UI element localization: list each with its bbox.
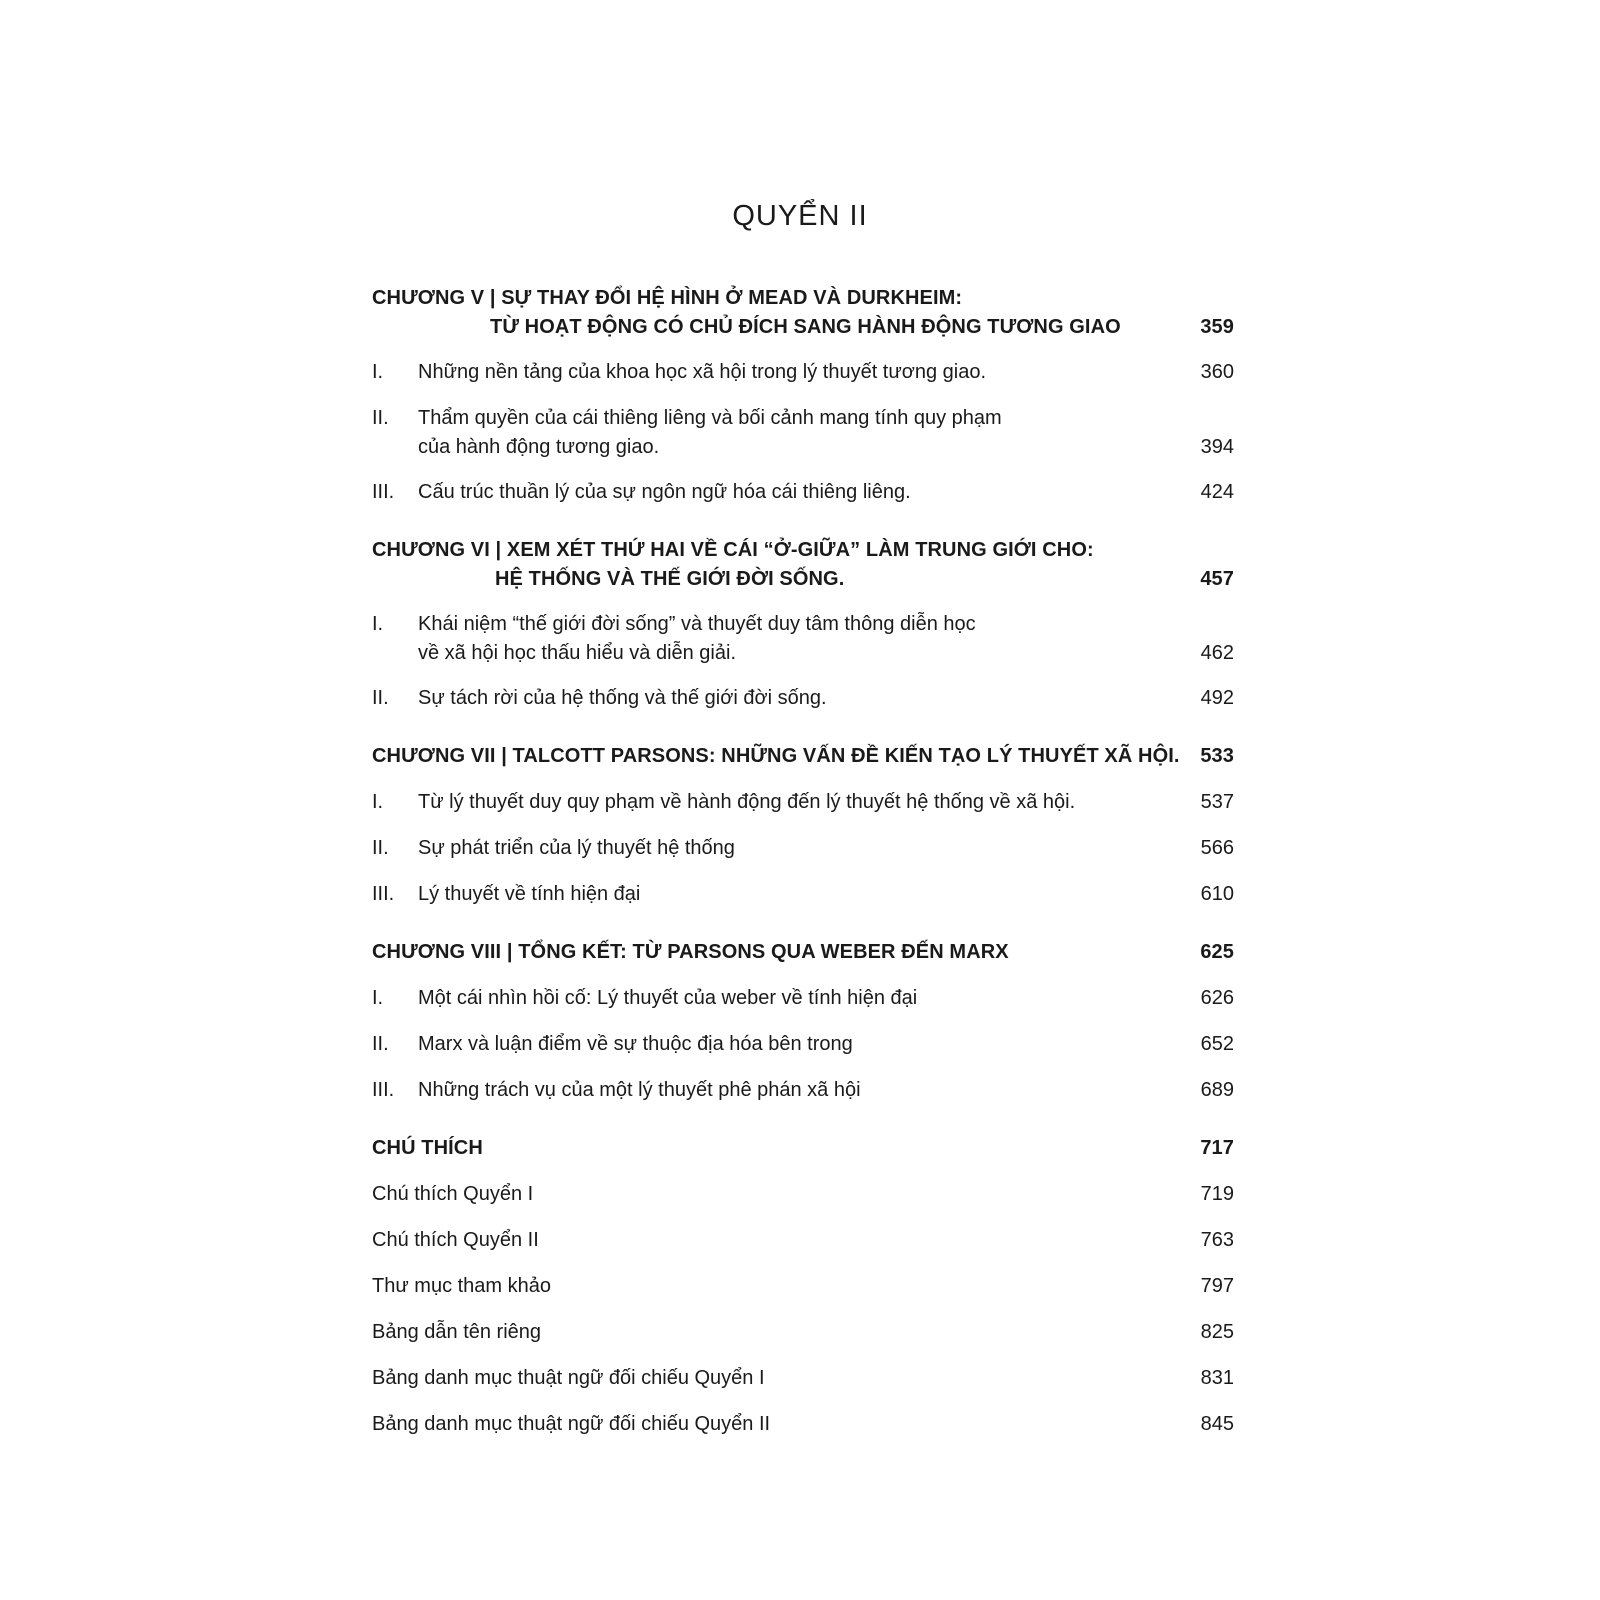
section-number: I. xyxy=(372,613,384,635)
toc-back-matter-item[interactable] xyxy=(372,1180,1234,1209)
item-page-number: 825 xyxy=(1200,1321,1234,1343)
toc-section-item[interactable] xyxy=(372,984,1234,1013)
toc-section-item[interactable] xyxy=(372,610,1234,668)
section-number: II. xyxy=(372,837,389,859)
toc-back-matter-item[interactable] xyxy=(372,1226,1234,1255)
section-page-number: 492 xyxy=(1200,687,1234,709)
chapter-page-number: 457 xyxy=(1200,568,1234,590)
item-page-number: 763 xyxy=(1200,1229,1234,1251)
section-number: I. xyxy=(372,361,384,383)
section-page-number: 394 xyxy=(1200,436,1234,458)
section-number: II. xyxy=(372,687,389,709)
chapter-title-line1: CHƯƠNG VI | XEM XÉT THỨ HAI VỀ CÁI “Ở-GIỮA” LÀM TRUNG GIỚI CHO: xyxy=(372,539,1094,561)
section-title: Thẩm quyền của cái thiêng liêng và bối cảnh mang tính quy phạm xyxy=(418,407,1002,429)
section-number: III. xyxy=(372,1079,395,1101)
section-number: II. xyxy=(372,407,389,429)
chapter-viii-heading[interactable] xyxy=(372,938,1234,967)
item-title: Bảng dẫn tên riêng xyxy=(372,1321,542,1343)
section-page-number: 537 xyxy=(1200,791,1234,813)
section-number: III. xyxy=(372,481,395,503)
section-page-number: 424 xyxy=(1200,481,1234,503)
toc-section-item[interactable] xyxy=(372,358,1234,387)
section-number: I. xyxy=(372,791,384,813)
item-title: Bảng danh mục thuật ngữ đối chiếu Quyển I xyxy=(372,1367,765,1389)
toc-section-item[interactable] xyxy=(372,1030,1234,1059)
toc-section-item[interactable] xyxy=(372,1076,1234,1105)
chapter-page-number: 625 xyxy=(1200,941,1234,963)
chapter-page-number: 533 xyxy=(1200,745,1234,767)
item-title: Bảng danh mục thuật ngữ đối chiếu Quyển II xyxy=(372,1413,771,1435)
item-page-number: 797 xyxy=(1200,1275,1234,1297)
notes-page-number: 717 xyxy=(1200,1137,1234,1159)
section-number: I. xyxy=(372,987,384,1009)
section-title: Cấu trúc thuần lý của sự ngôn ngữ hóa cái thiêng liêng. xyxy=(418,481,911,503)
chapter-title-line2: TỪ HOẠT ĐỘNG CÓ CHỦ ĐÍCH SANG HÀNH ĐỘNG TƯƠNG GIAO xyxy=(490,316,1121,338)
item-page-number: 831 xyxy=(1200,1367,1234,1389)
chapter-title-line1: CHƯƠNG VII | TALCOTT PARSONS: NHỮNG VẤN ĐỀ KIẾN TẠO LÝ THUYẾT XÃ HỘI. xyxy=(372,745,1180,767)
toc-section-item[interactable] xyxy=(372,478,1234,507)
toc-section-item[interactable] xyxy=(372,834,1234,863)
chapter-vi-heading[interactable] xyxy=(372,536,1234,594)
section-page-number: 626 xyxy=(1200,987,1234,1009)
section-title: Khái niệm “thế giới đời sống” và thuyết duy tâm thông diễn học xyxy=(418,613,976,635)
notes-title: CHÚ THÍCH xyxy=(372,1137,483,1159)
section-page-number: 689 xyxy=(1200,1079,1234,1101)
section-page-number: 652 xyxy=(1200,1033,1234,1055)
chapter-title-line2: HỆ THỐNG VÀ THẾ GIỚI ĐỜI SỐNG. xyxy=(495,568,845,590)
book-title: QUYỂN II xyxy=(732,200,868,232)
section-title: Sự tách rời của hệ thống và thế giới đời sống. xyxy=(418,687,827,709)
item-title: Thư mục tham khảo xyxy=(372,1275,552,1297)
section-title: Marx và luận điểm về sự thuộc địa hóa bên trong xyxy=(418,1033,853,1055)
section-page-number: 610 xyxy=(1200,883,1234,905)
item-title: Chú thích Quyển II xyxy=(372,1229,539,1251)
toc-back-matter-item[interactable] xyxy=(372,1410,1234,1439)
section-number: III. xyxy=(372,883,395,905)
notes-heading[interactable] xyxy=(372,1134,1234,1163)
chapter-title-line1: CHƯƠNG VIII | TỔNG KẾT: TỪ PARSONS QUA WEBER ĐẾN MARX xyxy=(372,941,1009,963)
section-title: Từ lý thuyết duy quy phạm về hành động đến lý thuyết hệ thống về xã hội. xyxy=(418,791,1076,813)
section-number: II. xyxy=(372,1033,389,1055)
section-title: Những trách vụ của một lý thuyết phê phán xã hội xyxy=(418,1079,861,1101)
chapter-vii-heading[interactable] xyxy=(372,742,1234,771)
section-title-line2: của hành động tương giao. xyxy=(418,436,660,458)
section-page-number: 360 xyxy=(1200,361,1234,383)
section-title: Những nền tảng của khoa học xã hội trong lý thuyết tương giao. xyxy=(418,361,987,383)
section-page-number: 566 xyxy=(1200,837,1234,859)
section-title: Sự phát triển của lý thuyết hệ thống xyxy=(418,837,735,859)
toc-section-item[interactable] xyxy=(372,880,1234,909)
item-page-number: 719 xyxy=(1200,1183,1234,1205)
toc-back-matter-item[interactable] xyxy=(372,1364,1234,1393)
chapter-v-heading[interactable] xyxy=(372,284,1234,342)
chapter-title-line1: CHƯƠNG V | SỰ THAY ĐỔI HỆ HÌNH Ở MEAD VÀ DURKHEIM: xyxy=(372,287,963,309)
toc-section-item[interactable] xyxy=(372,788,1234,817)
toc-back-matter-item[interactable] xyxy=(372,1318,1234,1347)
toc-section-item[interactable] xyxy=(372,684,1234,713)
item-title: Chú thích Quyển I xyxy=(372,1183,534,1205)
chapter-page-number: 359 xyxy=(1200,316,1234,338)
section-title-line2: về xã hội học thấu hiểu và diễn giải. xyxy=(418,642,736,664)
toc-back-matter-item[interactable] xyxy=(372,1272,1234,1301)
toc-section-item[interactable] xyxy=(372,404,1234,462)
section-page-number: 462 xyxy=(1200,642,1234,664)
section-title: Một cái nhìn hồi cố: Lý thuyết của weber về tính hiện đại xyxy=(418,987,918,1009)
section-title: Lý thuyết về tính hiện đại xyxy=(418,883,641,905)
item-page-number: 845 xyxy=(1200,1413,1234,1435)
